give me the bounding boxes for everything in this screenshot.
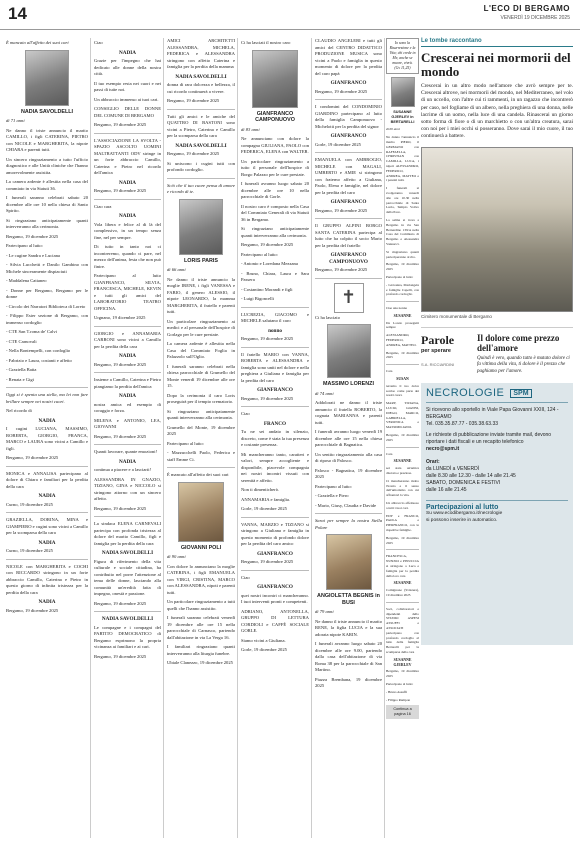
list-item: - Bruno, Chiara, Laura e Sara Passera bbox=[241, 270, 309, 282]
obituary-text: MONICA e ANNALISA partecipano al dolore di Chiara e familiari per la perdita della cara bbox=[6, 470, 88, 489]
deceased-name: GIANFRANCO bbox=[257, 387, 293, 393]
deceased-name: GIANFRANCO bbox=[257, 584, 293, 590]
obituary-text: CLAUDIO ANGELERI e tutti gli amici del CENTRO DIDATTICO PRODUZIONE MUSICA sono vicini a Paolo e famiglia in questo momento di dolore per la perdita del caro papà bbox=[315, 38, 382, 76]
obituary-date: Bergamo, 19 dicembre 2025 bbox=[94, 505, 147, 511]
obituary-text: Si ringraziano anticipatamente quanti interverranno alla cerimonia. bbox=[6, 217, 88, 229]
deceased-name: SUSANNE bbox=[393, 313, 412, 318]
obituary-date: Bergamo, 19 dicembre 2025 bbox=[315, 207, 368, 213]
deceased-name: NADIA bbox=[38, 539, 56, 546]
email-instructions: Le richieste di pubblicazione inviate tramite mail, devono riportare i dati fiscali e un recapito telefonico bbox=[426, 432, 552, 446]
obituary-text: Dopo la cerimonia il caro Loris proseguirà per il tempio crematorio. bbox=[167, 392, 235, 404]
deceased-name: SUSANNE GJERLEV bbox=[393, 657, 412, 667]
obituary-text: I funerali avranno luogo sabato 20 dicembre alle ore 9.00, partendo dalla casa dell'abitazione di via Roma 38 per la parrocchiale di San Martino. bbox=[315, 641, 382, 672]
obituary-text: Il tuo esempio resta nei cuori e nei passi di tutte noi. bbox=[94, 80, 161, 92]
list-item: - Luigi Bigoncelli bbox=[241, 296, 274, 301]
obituary-intro: Quanti lavorare, quante emozioni! bbox=[94, 449, 158, 454]
deceased-name: MASSIMO LORENZI bbox=[323, 381, 374, 387]
list-item: - Graziella e Piero bbox=[315, 493, 349, 498]
column-divider bbox=[237, 38, 238, 838]
scripture-reference: (Gv 11,25) bbox=[394, 66, 411, 70]
masthead bbox=[484, 4, 570, 21]
portrait-photo bbox=[252, 50, 298, 108]
obituary-text: I familiari ringraziano quanti interverranno alla liturgia funebre. bbox=[167, 644, 235, 656]
obituary-text: L'ASSOCIAZIONE LA SVOLTA - SPAZIO ASCOLTO UOMINI MALTRATTANTI ODV stringe in un forte abbraccio Camillo, Caterina e Pietro nel ricordo dell'amica bbox=[94, 137, 161, 175]
separator bbox=[167, 467, 235, 468]
scripture-quote-box bbox=[386, 38, 419, 74]
necrologie-header bbox=[426, 387, 568, 403]
obituary-text: Tu ne sei andato in silenzio, discreto, come è stata la tua presenza e costante presenza. bbox=[241, 429, 309, 447]
list-item: - Giovanna, Mariangela e famiglie Capelli, con profondo cordoglio bbox=[386, 282, 419, 297]
email-link[interactable]: necro@spm.it bbox=[426, 446, 460, 453]
obituary-date: Bergamo, 19 dicembre 2025 bbox=[94, 433, 147, 439]
obituary-date: Bergamo, 19 dicembre 2025 bbox=[386, 535, 419, 545]
separator bbox=[6, 466, 88, 467]
portrait-photo bbox=[391, 77, 415, 107]
obituary-column-2 bbox=[94, 38, 161, 844]
masthead-date: VENERDÌ 19 DICEMBRE 2025 bbox=[500, 15, 570, 21]
deceased-name: NADIA SAVOLDELLI bbox=[101, 550, 154, 556]
deceased-age: di 79 anni bbox=[315, 609, 334, 614]
obituary-date: Grumello del Monte, 19 dicembre 2025 bbox=[167, 424, 235, 436]
necrologie-box bbox=[421, 383, 573, 645]
obituary-signature: EDY e FRANCO, PAOLA e PIERFRANCO, con le rispettive famiglie. bbox=[386, 513, 419, 532]
obituary-text: Il GRUPPO ALPINI BORGO SANTA CATERINA partecipa al lutto che ha colpito il socio Mario per la perdita del fratello bbox=[315, 223, 382, 248]
right-column bbox=[421, 38, 573, 645]
obituary-signature: CONSIGLIO DELLE DONNE DEL COMUNE DI BERGAMO bbox=[94, 106, 161, 118]
deceased-name: LORIS PARIS bbox=[183, 257, 219, 264]
list-item: - Le cugine Sandra e Luciana bbox=[6, 252, 60, 258]
hours-line: da LUNEDÌ a VENERDÌ bbox=[426, 466, 480, 473]
list-item: - Antonio e Loredana Mezzana bbox=[241, 261, 298, 266]
obituary-text: NICOLE con MARGHERITA e COCHI con RICCARDO stringono in un forte abbraccio Camillo, Caterina e Pietro in questo giorno di infinita tristezza per la perdita della cara bbox=[6, 563, 88, 595]
list-item: - Graziella Batta bbox=[6, 367, 37, 372]
separator bbox=[386, 549, 419, 550]
obituary-text: Un sincero ringraziamento a tutto l'ufficio diagnostico e alle Unità cliniche che l'hanno amorevolmente assistita. bbox=[6, 156, 88, 175]
deceased-name: NADIA bbox=[38, 599, 56, 605]
obituary-text: Di tutto in tanto noi ci incontreremo, quando ci pare, nel mezzo dell'anima, festa che non può finire. bbox=[94, 244, 161, 269]
list-item: - Mario, Giusy, Claudia e Davide bbox=[315, 502, 377, 508]
parole-brand bbox=[421, 333, 471, 376]
hours-line: dalle 16 alle 21.45 bbox=[426, 487, 467, 494]
obituary-text: Ne danno il triste annuncio il marito RENE, la figlia LUCIA e la sua adorata nipote KARIN. bbox=[315, 618, 382, 637]
deceased-name: NADIA SAVOLDELLI bbox=[20, 108, 74, 115]
deceased-name: GIANFRANCO bbox=[330, 80, 367, 86]
list-item: - Bruno Assuffi bbox=[386, 689, 408, 694]
separator bbox=[6, 559, 88, 560]
separator bbox=[241, 406, 309, 407]
obituary-intro: Ci ha lasciato bbox=[315, 314, 341, 320]
deceased-name: GIANFRANCO bbox=[330, 199, 367, 205]
separator bbox=[94, 133, 161, 134]
deceased-name: NADIA bbox=[118, 458, 136, 465]
necrologie-info bbox=[426, 407, 568, 494]
list-title: Partecipano al lutto: bbox=[241, 251, 278, 257]
list-item: - Fabrizio e Laura, costanti e affetto bbox=[6, 357, 72, 363]
separator bbox=[386, 301, 419, 302]
obituary-text: Il nostro caro è composto nella Casa del Commiato Generali di via Statuti 36 in Bergamo. bbox=[241, 203, 309, 222]
obituary-date: Gorle, 19 dicembre 2025 bbox=[241, 647, 287, 652]
obituary-intro: Ciao cara bbox=[94, 203, 112, 209]
separator bbox=[94, 611, 161, 612]
list-item: - Costantino Morandi e figli bbox=[241, 286, 293, 292]
obituary-text: Grazie per l'impegno che hai dedicato alle donne della nostra città. bbox=[94, 58, 161, 76]
obituary-text: I funerali saranno celebrati venerdì 19 dicembre alle ore 15 nella parrocchiale di Carnasco, partendo dall'abitazione in via La Verga 16. bbox=[167, 615, 235, 640]
list-title: Partecipano al lutto: bbox=[6, 243, 43, 248]
portrait-photo bbox=[25, 50, 69, 106]
deceased-age: di 74 anni bbox=[315, 390, 334, 396]
deceased-name: FRANCO bbox=[263, 420, 287, 427]
obituary-text: Partecipano al lutto GIANFRANCO, SILVIA, FRANCESCA, MICHELE, KEVIN e tutti gli amici del LABORATORIO TEATRO OFFICINA. bbox=[94, 273, 161, 311]
separator bbox=[94, 372, 161, 373]
feature-headline: Crescerai nei mormorii del mondo bbox=[421, 50, 571, 79]
obituary-text: I funerali saranno celebrati sabato 20 dicembre alle ore 10 nella chiesa di Santo Spirito. bbox=[6, 195, 88, 213]
obituary-intro: È mancato all'affetto dei suoi cari bbox=[167, 472, 229, 477]
obituary-text: Si ringraziano anticipatamente quanti interverranno alla cerimonia. bbox=[241, 226, 309, 238]
obituary-date: Curno, 19 dicembre 2025 bbox=[6, 548, 53, 553]
obituary-text: Addolorati ne danno il triste annuncio il fratello ROBERTO, la cognata MARIANNA e parenti tutti. bbox=[315, 400, 382, 425]
list-title: Partecipano al lutto: bbox=[386, 681, 414, 686]
separator bbox=[241, 517, 309, 518]
spm-logo: SPM bbox=[510, 389, 531, 398]
deceased-age: di 60 anni bbox=[386, 127, 400, 132]
obituary-intro: Ci ha lasciati il nostro caro bbox=[241, 40, 291, 45]
obituary-text: Ci mancheranno molto l'ironia e il senso dell'umorismo con cui affrontavi la vita. bbox=[386, 478, 419, 498]
deceased-name: GIANFRANCO CAMPONUOVO bbox=[329, 252, 368, 265]
deceased-age: di 66 anni bbox=[167, 267, 186, 272]
separator bbox=[94, 444, 161, 445]
feature-text: Crescerai in un altro modo nell'amore che avrò sempre per te. Crescerai altrove, nei mormorii del mondo, nel Mediterraneo, nel volo di un uccello, con l'altre cui ti rammenti, in un ragazzo che incontrerò per caso, nel fogliame di un albero, nella preghiera di una donna, nelle lacrime di un uomo, nella luce di una candela. Rinascerai un giorno sotto forma di fiore o di un marchietto o con un'altra creatura, sarai con noi per i miei occhi si posseranno. Dove sarai il mio cuore, il tuo continuerà a battere. bbox=[421, 83, 573, 140]
obituary-text: La camera ardente è allestita nella casa del commiato in via Statuti 36. bbox=[6, 179, 88, 191]
obituary-date: Bergamo, 19 dicembre 2025 bbox=[241, 395, 294, 401]
separator bbox=[386, 364, 419, 365]
obituary-date: Bergamo, 19 dicembre 2025 bbox=[386, 262, 419, 272]
obituary-text: Ne danno il triste annuncio il marito CAMILLO, i figli CATERINA, PIETRO con NICOLE e MARGHERITA, la nipote CHIARA e parenti tutti. bbox=[6, 127, 88, 152]
deceased-name: nonno bbox=[268, 327, 282, 334]
page-number: 14 bbox=[8, 4, 27, 23]
deceased-name: GIANFRANCO CAMPONUOVO bbox=[255, 110, 295, 123]
obituary-date: Ubiale Clanezzo, 19 dicembre 2025 bbox=[167, 660, 233, 665]
participation-link[interactable]: Su www.ecodibergamo.it/necrologie bbox=[426, 511, 503, 517]
list-title: Partecipano al lutto: bbox=[167, 440, 204, 446]
deceased-name: NADIA bbox=[118, 393, 136, 399]
obituary-text: I funerali avranno luogo venerdì 19 dicembre alle ore 15 nella chiesa parrocchiale di Bagnatica. bbox=[315, 429, 382, 447]
obituary-text: La salma si trova a Bergamo in via San Bernardino 139/A nella Casa del Commiato di Bergamo e Alessandra Vannucci. bbox=[386, 217, 419, 246]
necrologie-title: NECROLOGIE bbox=[426, 387, 505, 400]
obituary-text: donna di rara dolcezza e bellezza, il cui ricordo continuerà a vivere. bbox=[167, 82, 235, 94]
obituary-text: nostra amica ed esempio di coraggio e forza. bbox=[94, 401, 161, 413]
obituary-text: Un sentito ringraziamento alla casa di riposo di Palosco. bbox=[315, 451, 382, 463]
deceased-name: NADIA bbox=[38, 493, 56, 499]
obituary-text: quei nostri incontri ci mancheranno. I tuoi interventi pronti e competenti. bbox=[241, 592, 309, 604]
participants-list bbox=[6, 253, 88, 384]
obituary-date: Bergamo, 19 dicembre 2025 bbox=[94, 600, 147, 606]
obituary-text: I funerali avranno luogo sabato 20 dicembre alle ore 10 nella parrocchiale di Gorle. bbox=[241, 181, 309, 199]
obituary-text: GIORGIO e ANNAMARIA CARRONI sono vicini a Camillo per la perdita della cara bbox=[94, 330, 161, 349]
list-title: Partecipano al lutto: bbox=[315, 483, 352, 489]
list-item: - Nella Bontempelli, con cordoglio bbox=[6, 348, 71, 353]
obituary-date: Bergamo, 19 dicembre 2025 bbox=[386, 669, 419, 679]
obituary-intro: Cara bbox=[386, 369, 393, 374]
scripture-quote: Io sono la Risurrezione e la Vita; chi crede in Me, anche se muore, vivrà. bbox=[389, 41, 416, 65]
obituary-date: Palosco - Bagnatica, 19 dicembre 2025 bbox=[315, 467, 382, 479]
obituary-quote: Sarai per sempre la nostra Stella Polare bbox=[315, 518, 382, 530]
participation-box bbox=[426, 500, 568, 524]
separator bbox=[315, 513, 382, 514]
obituary-text: AMICI ARCHITETTI ALESSANDRA, MICHELA, FEDERICA e ALESSANDRA stringono con affetto Caterina e famiglia per la perdita della mamma bbox=[167, 38, 235, 69]
participation-title: Partecipazioni al lutto bbox=[426, 504, 499, 512]
obituary-date: Bergamo, 19 dicembre 2025 bbox=[6, 607, 59, 613]
column-divider bbox=[90, 38, 91, 838]
obituary-date: Bergamo, 19 dicembre 2025 bbox=[241, 242, 294, 247]
separator bbox=[94, 516, 161, 517]
portrait-photo bbox=[326, 534, 372, 590]
deceased-name: NADIA bbox=[118, 353, 136, 359]
obituary-column-1 bbox=[6, 38, 88, 844]
obituary-intro: Ciao bbox=[94, 40, 103, 45]
obituary-quote: Oggi si è spenta una stella, ma lei non fare brillare sempre nei nostri cuori. bbox=[6, 392, 88, 404]
obituary-date: Piazza Brembana, 19 dicembre 2025 bbox=[315, 676, 382, 688]
list-item: - Mazzucchelli Paolo, Federica e staff Emme Ci. bbox=[167, 450, 235, 462]
deceased-name: NADIA bbox=[118, 213, 136, 219]
obituary-date: Bergamo, 19 dicembre 2025 bbox=[94, 122, 147, 127]
obituary-signature: ALESSANDRO, FEDERICO, ANDREA, MATTEO. bbox=[386, 333, 417, 347]
masthead-title: L'ECO DI BERGAMO bbox=[483, 4, 570, 13]
list-item: - Circolo dei Narratori Biblioteca di Loreto bbox=[6, 303, 86, 309]
continued-notice: Continua a pagina 16 bbox=[386, 705, 419, 719]
obituary-text: La camera ardente è allestita nella Casa del Commiato Foglia in Palazzolo sull'Oglio. bbox=[167, 341, 235, 359]
obituary-column-6 bbox=[386, 38, 419, 844]
obituary-text: EMANUELA con AMBROGIO, MICHELE con MAGALI, UMBERTO e AMIE si stringono con fraterno affetto a Giuliana, Paolo, Elena e famiglie, nel dolore per la perdita del caro bbox=[315, 157, 382, 195]
feature-kicker: Le tombe raccontano bbox=[421, 38, 573, 47]
list-title: Partecipano al lutto: bbox=[386, 274, 414, 279]
obituary-text: LUCREZIA, GIACOMO e MICHELE salutano il caro bbox=[241, 311, 309, 323]
obituary-text: Ne danno il triste annuncio la moglie IRENE, i figli VANESSA e FABIO, il genero ALESSIO, il nipote LEONARDO, la mamma MARGHERITA, il fratello e parenti tutti. bbox=[167, 276, 235, 314]
list-item: - Filippo Ester sezione di Bergamo, con immenso cordoglio bbox=[6, 313, 88, 325]
obituary-date: Bergamo, 19 dicembre 2025 bbox=[94, 653, 147, 659]
obituary-text: Tutti gli amici e le amiche del QUATTRO DI BASTONI sono vicini a Pietro, Caterina e Camillo per la scomparsa della cara bbox=[167, 113, 235, 138]
obituary-date: Curno, 19 dicembre 2025 bbox=[6, 501, 53, 507]
obituary-text: Le compagne e i compagni del PARTITO DEMOCRATICO di Bergamo esprimono la propria vicinanza ai familiari e ai cari. bbox=[94, 624, 161, 649]
list-item: - Filippo Rampon bbox=[386, 697, 411, 702]
separator bbox=[315, 278, 382, 279]
obituary-text: Soci, collaboratori e dipendenti dello STUDIO ASPESI ASSUFFI e ASSOCIATI partecipano con profondo cordoglio al lutto della famiglia Bertarelli per la scomparsa della cara bbox=[386, 606, 419, 654]
obituary-text: La sindaca ELENA CARNEVALI partecipa con profonda tristezza al dolore del marito Camillo, figli e famiglia per la perdita della cara bbox=[94, 521, 161, 546]
separator bbox=[241, 307, 309, 308]
obituary-signature: MARY, TIZIANA, LUCIO, GIANNI, DIEGO, MARCO, GABRIELLA, VERONICA e MASSIMILIANO. bbox=[386, 401, 419, 430]
obituary-date: Bergamo, 19 dicembre 2025 bbox=[6, 233, 59, 239]
hours-title: Orari: bbox=[426, 459, 440, 466]
list-item: - Silvia Lucchetti e Danilo Gambino con Michele sinceramente dispiaciuti bbox=[6, 262, 88, 274]
obituary-text: Ne danno l'annuncio il marito PIERO, il GERMANO con RAFFAELLA, CHRISTIAN con CAMILLA, LUCA, i nipoti ALESSANDRO, FEDERICO, ANDREA, MATTEO e i parenti tutti. bbox=[386, 135, 419, 183]
obituary-text: Si ringraziano anticipatamente quanti interverranno alla cerimonia. bbox=[167, 408, 235, 420]
parole-box bbox=[421, 327, 573, 376]
column-divider bbox=[384, 38, 385, 838]
obituary-text: Vola libera e felice al di là del complessivo, in un tempo senza fine, nel per sempre. bbox=[94, 221, 161, 240]
obituary-text: GRAZIELLA, DORINA, MINA e GIAMPIERO e cugini sono vicini a Camillo per la scomparsa della cara bbox=[6, 517, 88, 535]
deceased-name: GIANFRANCO bbox=[330, 133, 367, 139]
obituary-text: Da Loreto proseguiti sempre bbox=[386, 320, 419, 330]
separator bbox=[386, 602, 419, 603]
list-item: - Donne per Bergamo, Bergamo per le donne bbox=[6, 287, 88, 299]
deceased-name: NADIA SAVOLDELLI bbox=[175, 73, 227, 80]
obituary-date: Bergamo, 19 dicembre 2025 bbox=[386, 433, 419, 442]
obituary-text: Un particolare ringraziamento a tutti quelli che l'hanno assistito. bbox=[167, 599, 235, 611]
portrait-photo bbox=[178, 482, 224, 542]
parole-quote: Quindi è vero, quando tutto è mutato dolore ci fa vittima della vita, ti dolore è il prezzo che paghiamo per l'amore. bbox=[477, 355, 570, 374]
obituary-text: FRANCESCA, NUNZIO e PINUCCIA si stringono a Luca e famiglia per la perdita della loro cara bbox=[386, 554, 419, 578]
obituary-text: Un particolare ringraziamento ai medici e al personale dell'hospice di Gorlago per le cure prestate. bbox=[167, 318, 235, 337]
deceased-name: GIANFRANCO bbox=[257, 550, 293, 557]
obituary-text: Si ringraziano quanti parteciperanno al rito. bbox=[386, 249, 419, 259]
column-divider bbox=[163, 38, 164, 838]
obituary-date: Gorle, 19 dicembre 2025 bbox=[315, 141, 361, 147]
obituary-date: Bergamo, 19 dicembre 2025 bbox=[241, 559, 294, 564]
obituary-text: Con dolore lo annunciano la moglie CATERINA, i figli EMANUELA con VIRGI, CRISTINA, MARCO con ALESSANDRA, nipoti e parenti tutti. bbox=[167, 563, 235, 595]
obituary-intro: Cise una nonna bbox=[386, 306, 407, 311]
separator bbox=[241, 570, 309, 571]
obituary-signature: ADRIANO, ANTONELLA, GRUPPO DI LETTURA CORDIOLI e CAFFÈ SOCIALE GORLE. bbox=[241, 608, 309, 633]
obituary-date: Bergamo, 19 dicembre 2025 bbox=[94, 361, 147, 367]
obituary-text: Mi mancheranno tanto, caratteri e valori, sempre accogliente e disponibile, piacevole compagnia nei nostri incontri vissuti con serenità e affetto. bbox=[241, 451, 309, 483]
separator bbox=[167, 109, 235, 110]
deceased-name: NADIA bbox=[118, 49, 136, 56]
obituary-signature: ANNAMARIA e famiglia. bbox=[241, 496, 291, 502]
obituary-text: I funerali saranno celebrati nella chiesa parrocchiale di Grumello del Monte venerdì 19 dicembre alle ore 15. bbox=[167, 363, 235, 388]
separator bbox=[94, 326, 161, 327]
obituary-date: Bergamo, 19 dicembre 2025 bbox=[6, 455, 59, 460]
obituary-date: Bergamo, 19 dicembre 2025 bbox=[167, 151, 220, 156]
deceased-name: ANGIOLETTA BEGNIS in BUSI bbox=[317, 593, 380, 606]
obituary-text: I funerali si svolgeranno venerdì alle ore 10.30 nella parrocchiale di Santa Lucia, Tempio Votivo della Pace. bbox=[386, 186, 419, 215]
deceased-age: di 90 anni bbox=[167, 554, 186, 559]
obituary-text: Figura di riferimento della vita culturale e sociale cittadina, ha contribuito nel porre l'attenzione al tema delle donne, lasciando alla comunità un'eredità fatta di impegno, onestà e passione. bbox=[94, 558, 161, 596]
obituary-signature: MILENA e ANTONIO, LEA, GIOVANNI bbox=[94, 417, 161, 429]
obituary-text: continua a piacere e a lasciarti! bbox=[94, 467, 152, 472]
obituary-text: Si uniscono i cugini tutti con profondo cordoglio. bbox=[167, 160, 235, 172]
parole-subtitle: per sperare bbox=[421, 347, 451, 354]
deceased-name: SUSANNE bbox=[393, 581, 412, 586]
obituary-date: Bergamo, 19 dicembre 2025 bbox=[94, 188, 147, 193]
column-divider bbox=[311, 38, 312, 838]
portrait-photo bbox=[179, 199, 223, 255]
page-header bbox=[0, 0, 580, 30]
obituary-text: I condomini del CONDOMINIO GIARDINO partecipano al lutto della famiglia Camponuovo - Michelotti per la perdita del signor bbox=[315, 104, 382, 129]
deceased-name: SUSAN bbox=[396, 377, 409, 382]
parole-content bbox=[471, 333, 573, 376]
separator bbox=[386, 447, 419, 448]
obituary-date: Bergamo, 19 dicembre 2025 bbox=[315, 88, 368, 94]
obituary-intro: Ciao bbox=[241, 411, 250, 416]
obituary-text: Siamo vicini a Giuliana. bbox=[241, 637, 286, 643]
cemetery-photo bbox=[421, 147, 573, 312]
obituary-date: Gorle, 19 dicembre 2025 bbox=[241, 506, 287, 511]
separator bbox=[6, 387, 88, 388]
separator bbox=[315, 218, 382, 219]
list-item: - Maddalena Cattaneo bbox=[6, 278, 47, 283]
parole-headline: Il dolore come prezzo dell'amore bbox=[477, 332, 560, 353]
obituary-date: Bergamo, 19 dicembre 2025 bbox=[241, 336, 294, 341]
deceased-name: NADIA SAVOLDELLI bbox=[175, 142, 227, 149]
obituary-column-5 bbox=[315, 38, 382, 844]
obituary-text: Un particolare ringraziamento a tutto il personale dell'hospice di Borgo Palazzo per le cure prestate. bbox=[241, 158, 309, 177]
obituary-intro: Ciao bbox=[241, 574, 250, 580]
separator bbox=[315, 152, 382, 153]
obituary-date: Comignone (Svizzera), 19 dicembre 2025 bbox=[386, 588, 419, 597]
cross-icon: ✝ bbox=[334, 283, 364, 313]
obituary-intro: Cara bbox=[386, 451, 393, 456]
obituary-text: ALESSANDRA IN GNAZIO, TIZIANO, GINA e NICCOLO si stringono attorno con un sincero affetto. bbox=[94, 476, 161, 501]
deceased-name: NADIA SAVOLDELLI bbox=[101, 616, 154, 622]
obituary-intro: È mancato all'affetto dei suoi cari bbox=[6, 40, 69, 45]
participation-text: si possono inserire in automatico. bbox=[426, 517, 498, 523]
separator bbox=[94, 199, 161, 200]
hours-line: SABATO, DOMENICA E FESTIVI bbox=[426, 480, 501, 487]
obituary-text: Un abbraccio affettuoso a tutti i tuoi cari. bbox=[386, 501, 419, 510]
office-phone: Tel. 035.35.87.77 - 035.38.63.33 bbox=[426, 421, 499, 428]
obituary-date: Urgnano, 19 dicembre 2025 bbox=[94, 315, 146, 320]
list-item: - CTE San T.roma de' Calvi bbox=[6, 329, 57, 334]
obituary-text: Insieme a Camillo, Caterina e Pietro piangiamo la perdita dell'amica bbox=[94, 377, 161, 389]
separator bbox=[315, 99, 382, 100]
deceased-name: NADIA bbox=[118, 179, 136, 186]
obituary-date: Bergamo, 19 dicembre 2025 bbox=[315, 267, 368, 272]
separator bbox=[167, 178, 235, 179]
obituary-text: sei stata un'amica discreta e preziosa. bbox=[386, 466, 419, 476]
separator bbox=[241, 347, 309, 348]
obituary-intro: Nel ricordo di bbox=[6, 408, 32, 413]
obituary-text: Ne annunciano con dolore la compagna GIULIANA, PAOLO con FEDERICA, ELENA con WALTER. bbox=[241, 136, 309, 154]
obituary-column-4 bbox=[241, 38, 309, 844]
obituary-text: VANNA, MARZIO e TIZIANO si stringono a Giuliana e famiglia in questo momento di profondo dolore per la perdita del caro amico bbox=[241, 521, 309, 546]
deceased-name: GIOVANNI POLI bbox=[180, 544, 222, 551]
deceased-age: di 71 anni bbox=[6, 118, 25, 123]
obituary-text: I cugini LUCIANA, MASSIMO, ROBERTA, GIORGIO, FRANCA, MARCO e LAURA sono vicini a Camillo e figli. bbox=[6, 426, 88, 451]
office-address: Si ricevono allo sportello in Viale Papa Giovanni XXIII, 124 - BERGAMO bbox=[426, 407, 559, 421]
deceased-name: SUSANNE GJERLEV in BERTARELLI bbox=[390, 110, 415, 124]
hours-line: dalle 8.30 alle 12.30 - dalle 14 alle 21.45 bbox=[426, 473, 516, 480]
list-item: - Renata e Gigi bbox=[6, 376, 34, 382]
separator bbox=[6, 512, 88, 513]
obituary-text: Non ti dimenticherò. bbox=[241, 487, 280, 492]
deceased-name: SUSANNE bbox=[393, 459, 412, 464]
list-item: - CTE Carnovali bbox=[6, 338, 37, 344]
photo-caption: Cimitero monumentale di Bergamo bbox=[421, 313, 492, 319]
obituary-text: Un abbraccio immenso ai tuoi cari. bbox=[94, 96, 159, 102]
obituary-text: Il fratello MARIO con VANNA, ROBERTA e ALESSANDRA e famiglia sono uniti nel dolore e nella preghiera a Giuliana e famiglia per la perdita del caro bbox=[241, 351, 309, 383]
obituary-date: Bergamo, 19 dicembre 2025 bbox=[386, 350, 419, 360]
deceased-name: NADIA bbox=[38, 417, 56, 424]
portrait-photo bbox=[327, 324, 371, 378]
parole-title: Parole bbox=[421, 332, 455, 347]
parole-author: S.A. RICCIARDINI bbox=[421, 361, 455, 367]
deceased-age: di 83 anni bbox=[241, 126, 260, 132]
obituary-text: terremo il tuo dolce sorriso come parte dei nostri cuori. bbox=[386, 383, 419, 398]
obituary-quote: Sciò che il tuo cuore pensa di amore e ricordo di te. bbox=[167, 182, 235, 194]
obituary-date: Bergamo, 19 dicembre 2025 bbox=[167, 98, 220, 103]
obituary-column-3 bbox=[167, 38, 235, 844]
